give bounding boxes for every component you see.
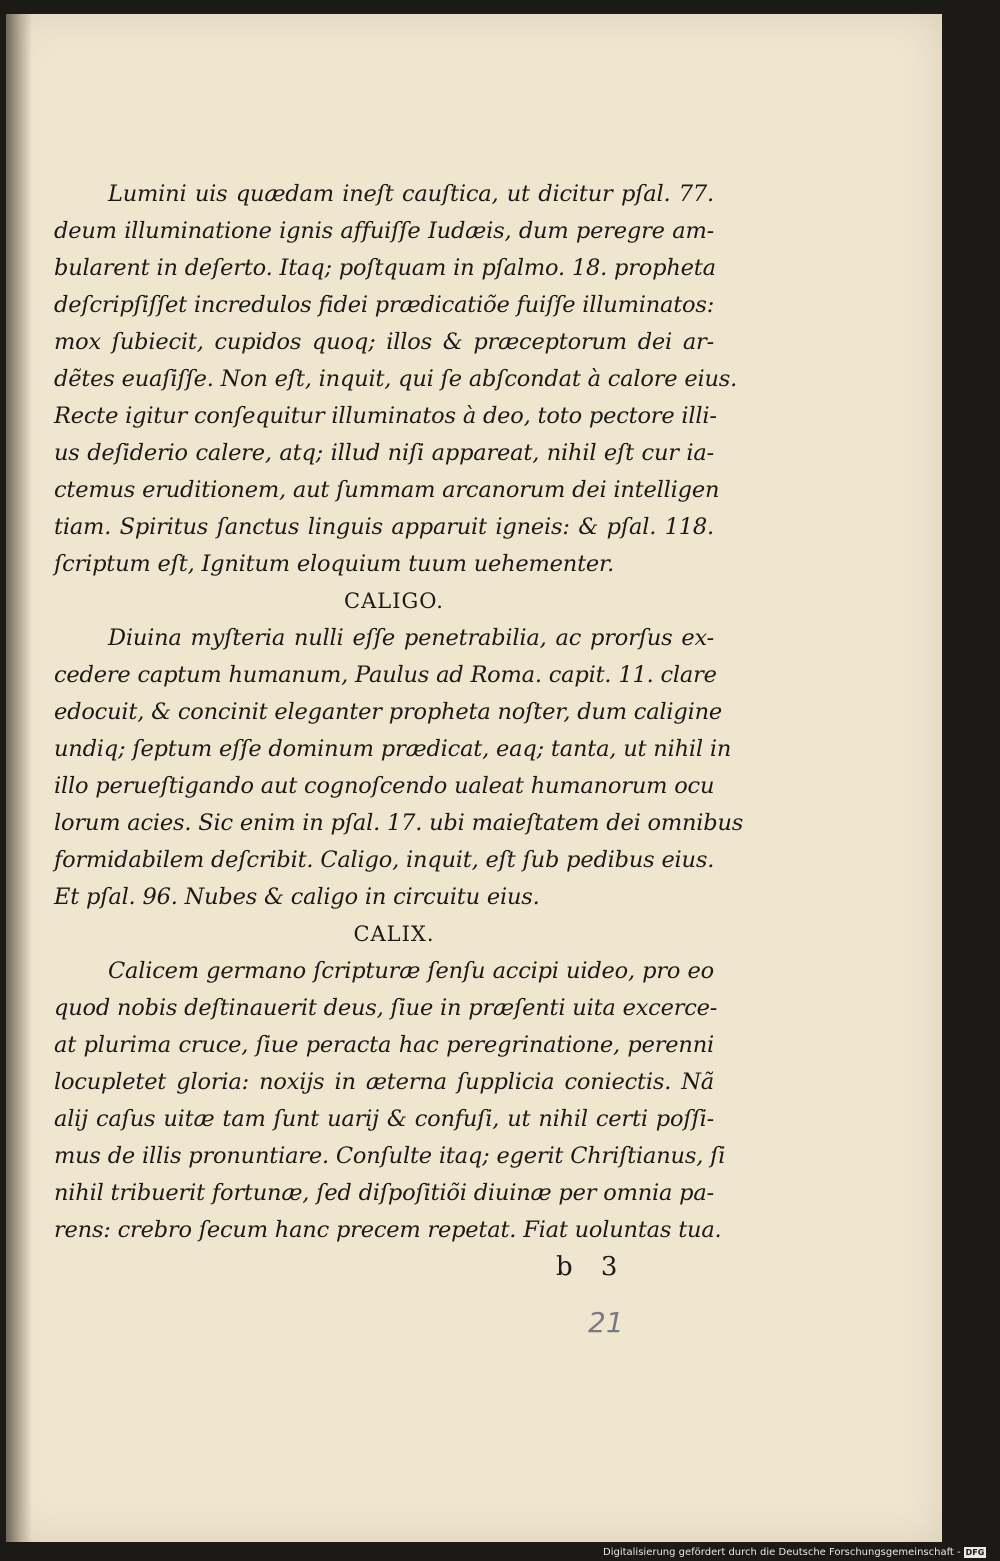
text-line: alij caſus uitæ tam ſunt uarij & confuſi, ut nihil certi poſſi- [54, 1106, 714, 1132]
book-page [6, 14, 942, 1542]
text-line: at plurima cruce, ſiue peracta hac peregrinatione, perenni [54, 1032, 714, 1058]
dfg-logo: DFG [965, 1547, 985, 1557]
text-line: ctemus eruditionem, aut ſummam arcanorum dei intelligen [54, 477, 720, 503]
text-line: undiq; ſeptum eſſe dominum prædicat, eaq; tanta, ut nihil in [54, 736, 732, 762]
text-line: rens: crebro ſecum hanc precem repetat. Fiat uoluntas tua. [54, 1217, 722, 1243]
text-line: mus de illis pronuntiare. Conſulte itaq; egerit Chriſtianus, ſi [54, 1143, 726, 1169]
text-line: ſcriptum eſt, Ignitum eloquium tuum uehementer. [54, 551, 615, 577]
text-line: nihil tribuerit fortunæ, ſed diſpoſitiõi diuinæ per omnia pa- [54, 1180, 714, 1206]
text-line: Recte igitur conſequitur illuminatos à deo, toto pectore illi- [54, 403, 717, 429]
pencil-folio-number: 21 [588, 1306, 624, 1339]
text-line: Diuina myſteria nulli eſſe penetrabilia, ac prorſus ex- [108, 625, 714, 651]
text-line: us deſiderio calere, atq; illud niſi appareat, nihil eſt cur ia- [54, 440, 714, 466]
text-line: lorum acies. Sic enim in pſal. 17. ubi maieſtatem dei omnibus [54, 810, 744, 836]
text-line: locupletet gloria: noxijs in æterna ſupplicia coniectis. Nã [54, 1069, 714, 1095]
gutter-shadow [6, 14, 32, 1542]
text-line: formidabilem deſcribit. Caligo, inquit, eſt ſub pedibus eius. [54, 847, 715, 873]
digitization-footer [603, 1544, 997, 1560]
text-line: bularent in deſerto. Itaq; poſtquam in pſalmo. 18. propheta [54, 255, 716, 281]
text-line: deum illuminatione ignis affuiſſe Iudæis, dum peregre am- [54, 218, 714, 244]
text-line: deſcripſiſſet incredulos fidei prædicatiõe fuiſſe illuminatos: [54, 292, 715, 318]
text-line: quod nobis deſtinauerit deus, ſiue in præſenti uita excerce- [54, 995, 718, 1021]
text-line: Calicem germano ſcripturæ ſenſu accipi uideo, pro eo [108, 958, 714, 984]
text-line: mox ſubiecit, cupidos quoq; illos & præceptorum dei ar- [54, 329, 714, 355]
text-line: dẽtes euaſiſſe. Non eſt, inquit, qui ſe abſcondat à calore eius. [54, 366, 738, 392]
section-heading-calix: CALIX. [353, 922, 435, 946]
text-line: edocuit, & concinit eleganter propheta noſter, dum caligine [54, 699, 723, 725]
text-line: tiam. Spiritus ſanctus linguis apparuit igneis: & pſal. 118. [54, 514, 714, 540]
section-heading-caligo: CALIGO. [344, 589, 444, 613]
page-text [54, 176, 744, 1249]
text-line: illo perueſtigando aut cognoſcendo ualeat humanorum ocu [54, 773, 715, 799]
text-line: Et pſal. 96. Nubes & caligo in circuitu eius. [54, 884, 540, 910]
footer-text: Digitalisierung gefördert durch die Deutsche Forschungsgemeinschaft - [603, 1546, 961, 1558]
text-line: cedere captum humanum, Paulus ad Roma. capit. 11. clare [54, 662, 717, 688]
text-line: Lumini uis quædam ineſt cauſtica, ut dicitur pſal. 77. [108, 181, 714, 207]
signature-mark: b 3 [556, 1252, 628, 1282]
